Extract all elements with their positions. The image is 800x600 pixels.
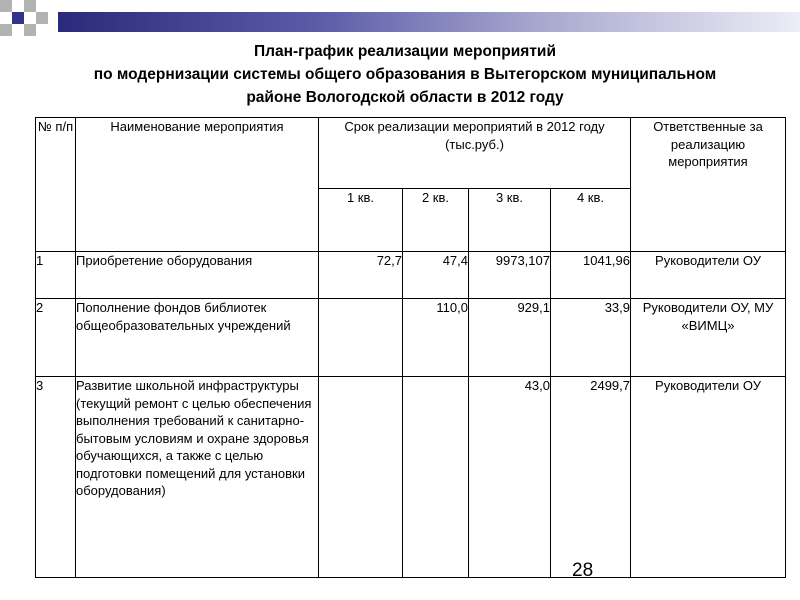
header-gradient-strip xyxy=(58,12,800,32)
row-q1: 72,7 xyxy=(319,252,403,299)
title-line-1: План-график реализации мероприятий xyxy=(253,43,556,60)
title-line-2: по модернизации системы общего образования в Вытегорском муниципальном xyxy=(93,66,717,83)
row-q2: 47,4 xyxy=(403,252,469,299)
row-name: Развитие школьной инфраструктуры (текущий ремонт с целью обеспечения выполнения требований к санитарно-бытовым условиям и охране здоровья обучающихся, а также с целью подготовки помещений для установки оборудования) xyxy=(76,377,319,578)
row-q1 xyxy=(319,377,403,578)
row-responsible: Руководители ОУ xyxy=(631,252,786,299)
header-q4: 4 кв. xyxy=(551,189,631,252)
row-q1 xyxy=(319,299,403,377)
row-num: 1 xyxy=(36,252,76,299)
decor-square-icon xyxy=(36,12,48,24)
row-q4: 33,9 xyxy=(551,299,631,377)
header-q1: 1 кв. xyxy=(319,189,403,252)
decor-square-icon xyxy=(24,0,36,12)
header-responsible: Ответственные за реализацию мероприятия xyxy=(631,118,786,252)
header-name: Наименование мероприятия xyxy=(76,118,319,252)
row-q3: 43,0 xyxy=(469,377,551,578)
decor-square-icon xyxy=(0,0,12,12)
row-q2: 110,0 xyxy=(403,299,469,377)
row-q4: 2499,7 xyxy=(551,377,631,578)
row-q2 xyxy=(403,377,469,578)
decor-square-icon xyxy=(24,24,36,36)
header-q3: 3 кв. xyxy=(469,189,551,252)
decor-square-icon xyxy=(12,12,24,24)
row-num: 2 xyxy=(36,299,76,377)
row-responsible: Руководители ОУ xyxy=(631,377,786,578)
row-name: Пополнение фондов библиотек общеобразовательных учреждений xyxy=(76,299,319,377)
header-period: Срок реализации мероприятий в 2012 году (тыс.руб.) xyxy=(319,118,631,189)
decorative-header-bar xyxy=(0,0,800,44)
row-num: 3 xyxy=(36,377,76,578)
row-q3: 9973,107 xyxy=(469,252,551,299)
table-row xyxy=(36,299,786,377)
decor-square-icon xyxy=(0,24,12,36)
header-row xyxy=(36,118,786,189)
row-name: Приобретение оборудования xyxy=(76,252,319,299)
row-responsible: Руководители ОУ, МУ «ВИМЦ» xyxy=(631,299,786,377)
page-number: 28 xyxy=(572,560,594,581)
row-q3: 929,1 xyxy=(469,299,551,377)
page-title xyxy=(60,40,750,109)
plan-table xyxy=(35,117,786,578)
row-q4: 1041,96 xyxy=(551,252,631,299)
title-line-3: районе Вологодской области в 2012 году xyxy=(246,89,564,106)
header-num: № п/п xyxy=(36,118,76,252)
header-q2: 2 кв. xyxy=(403,189,469,252)
table-row xyxy=(36,377,786,578)
table-row xyxy=(36,252,786,299)
